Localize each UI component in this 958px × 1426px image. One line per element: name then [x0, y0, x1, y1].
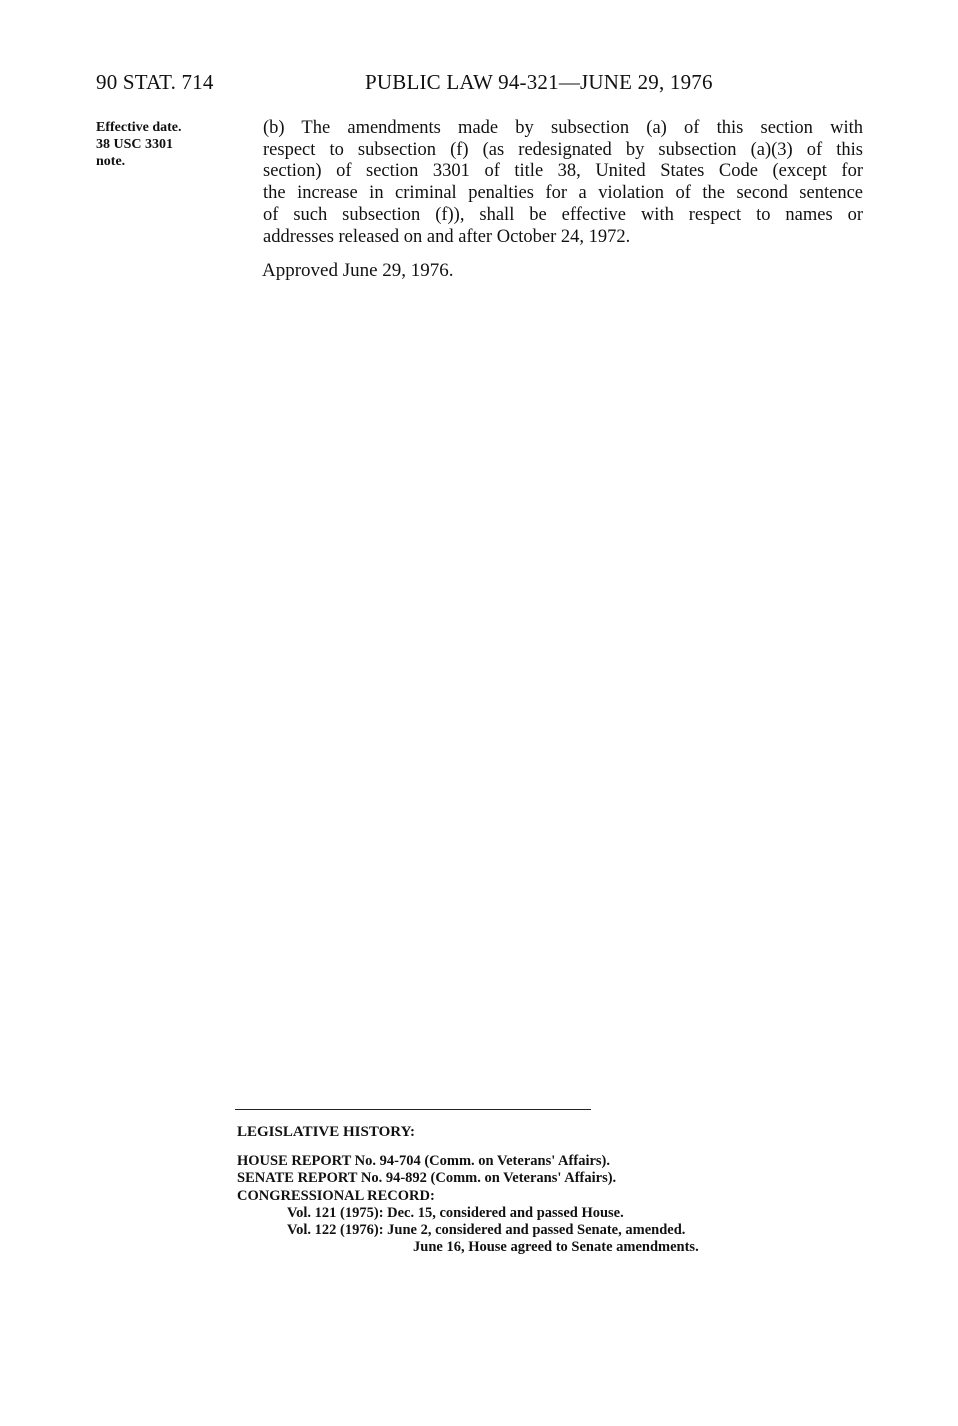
- paragraph-line: respect to subsection (f) (as redesignated by subsection (a)(3) of this: [263, 139, 863, 160]
- margin-note-line: note.: [96, 154, 126, 169]
- record-volume-121: Vol. 121 (1975): Dec. 15, considered and passed House.: [287, 1204, 624, 1221]
- legislative-history-title: LEGISLATIVE HISTORY:: [237, 1124, 416, 1140]
- record-volume-122-continued: June 16, House agreed to Senate amendments.: [413, 1239, 699, 1256]
- approval-date: Approved June 29, 1976.: [262, 260, 454, 281]
- house-report: HOUSE REPORT No. 94-704 (Comm. on Veterans' Affairs).: [237, 1153, 610, 1170]
- senate-report: SENATE REPORT No. 94-892 (Comm. on Veterans' Affairs).: [237, 1170, 617, 1187]
- page-header: [96, 70, 841, 100]
- paragraph-line: addresses released on and after October 24, 1972.: [263, 226, 631, 247]
- congressional-record-label: CONGRESSIONAL RECORD:: [237, 1187, 435, 1204]
- legislative-history: [237, 1124, 837, 1256]
- record-volume-122: Vol. 122 (1976): June 2, considered and passed Senate, amended.: [287, 1222, 686, 1239]
- paragraph-line: section) of section 3301 of title 38, United States Code (except for: [263, 161, 863, 182]
- margin-note: [96, 119, 226, 170]
- paragraph-line: of such subsection (f)), shall be effective with respect to names or: [263, 204, 863, 225]
- section-paragraph: [263, 118, 863, 248]
- paragraph-line: (b) The amendments made by subsection (a) of this section with: [263, 118, 863, 138]
- horizontal-rule: [235, 1109, 591, 1110]
- margin-note-line: 38 USC 3301: [96, 137, 174, 152]
- margin-note-line: Effective date.: [96, 120, 182, 135]
- paragraph-line: the increase in criminal penalties for a violation of the second sentence: [263, 183, 863, 204]
- law-title: PUBLIC LAW 94-321—JUNE 29, 1976: [365, 70, 713, 94]
- stat-reference: 90 STAT. 714: [96, 70, 214, 94]
